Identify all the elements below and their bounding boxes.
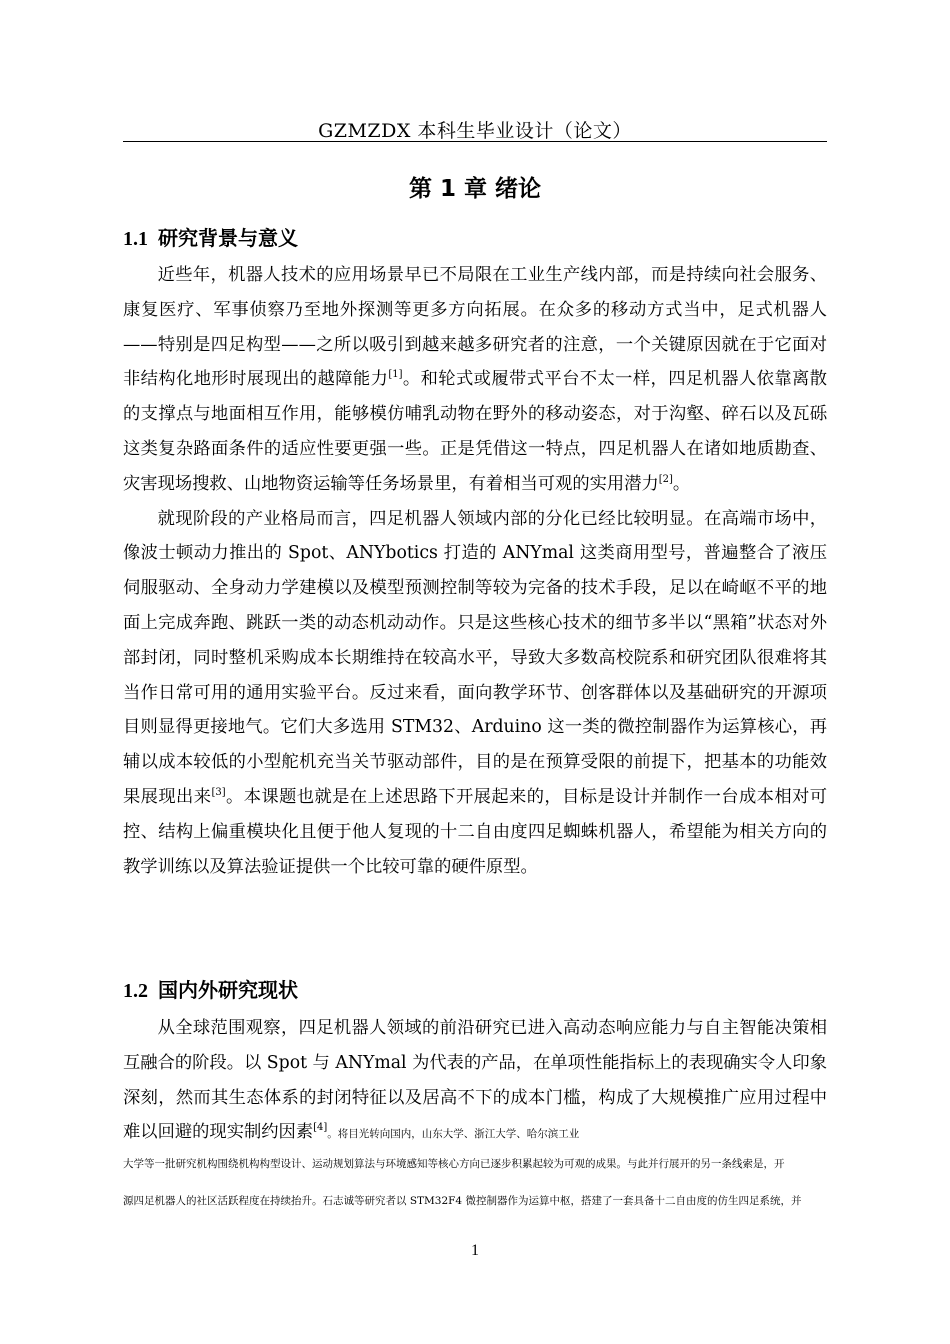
citation-ref[interactable]: [1] bbox=[388, 369, 403, 381]
citation-ref[interactable]: [4] bbox=[313, 1122, 328, 1134]
paragraph bbox=[123, 258, 827, 502]
paragraph bbox=[123, 1011, 827, 1150]
running-header: GZMZDX 本科生毕业设计（论文） bbox=[318, 120, 632, 142]
section-heading-1-1 bbox=[123, 222, 298, 251]
citation-ref[interactable]: [2] bbox=[658, 473, 673, 485]
small-text-line: 源四足机器人的社区活跃程度在持续抬升。石志诚等研究者以 STM32F4 微控制器作为运算中枢，搭建了一套具备十二自由度的仿生四足系统，并 bbox=[123, 1195, 802, 1207]
section-heading-1-2 bbox=[123, 974, 298, 1003]
small-text-block bbox=[123, 1146, 827, 1220]
chapter-title: 第 1 章 绪论 bbox=[408, 176, 542, 202]
page-number: 1 bbox=[471, 1242, 479, 1259]
citation-ref[interactable]: [3] bbox=[211, 786, 226, 798]
section-1-2-body bbox=[123, 1011, 827, 1150]
header-rule bbox=[123, 141, 827, 142]
paragraph-text-small: 。将目光转向国内，山东大学、浙江大学、哈尔滨工业 bbox=[327, 1128, 580, 1141]
section-title: 国内外研究现状 bbox=[158, 978, 298, 1002]
section-title: 研究背景与意义 bbox=[158, 226, 298, 250]
paragraph-text: 。本课题也就是在上述思路下开展起来的，目标是设计并制作一台成本相对可控、结构上偏重模块化且便于他人复现的十二自由度四足蜘蛛机器人，希望能为相关方向的教学训练以及算法验证提供一个比较可靠的硬件原型。 bbox=[123, 786, 827, 877]
section-number: 1.2 bbox=[123, 980, 148, 1002]
paragraph-text: 。 bbox=[672, 473, 691, 494]
paragraph-text: 就现阶段的产业格局而言，四足机器人领域内部的分化已经比较明显。在高端市场中，像波士顿动力推出的 Spot、ANYbotics 打造的 ANYmal 这类商用型号，普遍整合了液压伺服驱动、全身动力学建模以及模型预测控制等较为完备的技术手段，足以在崎岖不平的地面上完成奔跑、跳跃一类的动态机动动作。只是这些核心技术的细节多半以“黑箱”状态对外部封闭，同时整机采购成本长期维持在较高水平，导致大多数高校院系和研究团队很难将其当作日常可用的通用实验平台。反过来看，面向教学环节、创客群体以及基础研究的开源项目则显得更接地气。它们大多选用 STM32、Arduino 这一类的微控制器作为运算核心，再辅以成本较低的小型舵机充当关节驱动部件，目的是在预算受限的前提下，把基本的功能效果展现出来 bbox=[123, 508, 827, 807]
section-1-1-body bbox=[123, 258, 827, 884]
section-number: 1.1 bbox=[123, 228, 148, 250]
paragraph-text: 。和轮式或履带式平台不太一样，四足机器人依靠离散的支撑点与地面相互作用，能够模仿哺乳动物在野外的移动姿态，对于沟壑、碎石以及瓦砾这类复杂路面条件的适应性要更强一些。正是凭借这一特点，四足机器人在诸如地质勘查、灾害现场搜救、山地物资运输等任务场景里，有着相当可观的实用潜力 bbox=[123, 369, 827, 494]
paragraph bbox=[123, 502, 827, 885]
paragraph-text: 近些年，机器人技术的应用场景早已不局限在工业生产线内部，而是持续向社会服务、康复医疗、军事侦察乃至地外探测等更多方向拓展。在众多的移动方式当中，足式机器人——特别是四足构型——之所以吸引到越来越多研究者的注意，一个关键原因就在于它面对非结构化地形时展现出的越障能力 bbox=[123, 265, 827, 390]
paragraph-text: 从全球范围观察，四足机器人领域的前沿研究已进入高动态响应能力与自主智能决策相互融合的阶段。以 Spot 与 ANYmal 为代表的产品，在单项性能指标上的表现确实令人印象深刻，然而其生态体系的封闭特征以及居高不下的成本门槛，构成了大规模推广应用过程中难以回避的现实制约因素 bbox=[123, 1018, 827, 1143]
small-text-line: 大学等一批研究机构围绕机构构型设计、运动规划算法与环境感知等核心方向已逐步积累起较为可观的成果。与此并行展开的另一条线索是，开 bbox=[123, 1158, 785, 1170]
